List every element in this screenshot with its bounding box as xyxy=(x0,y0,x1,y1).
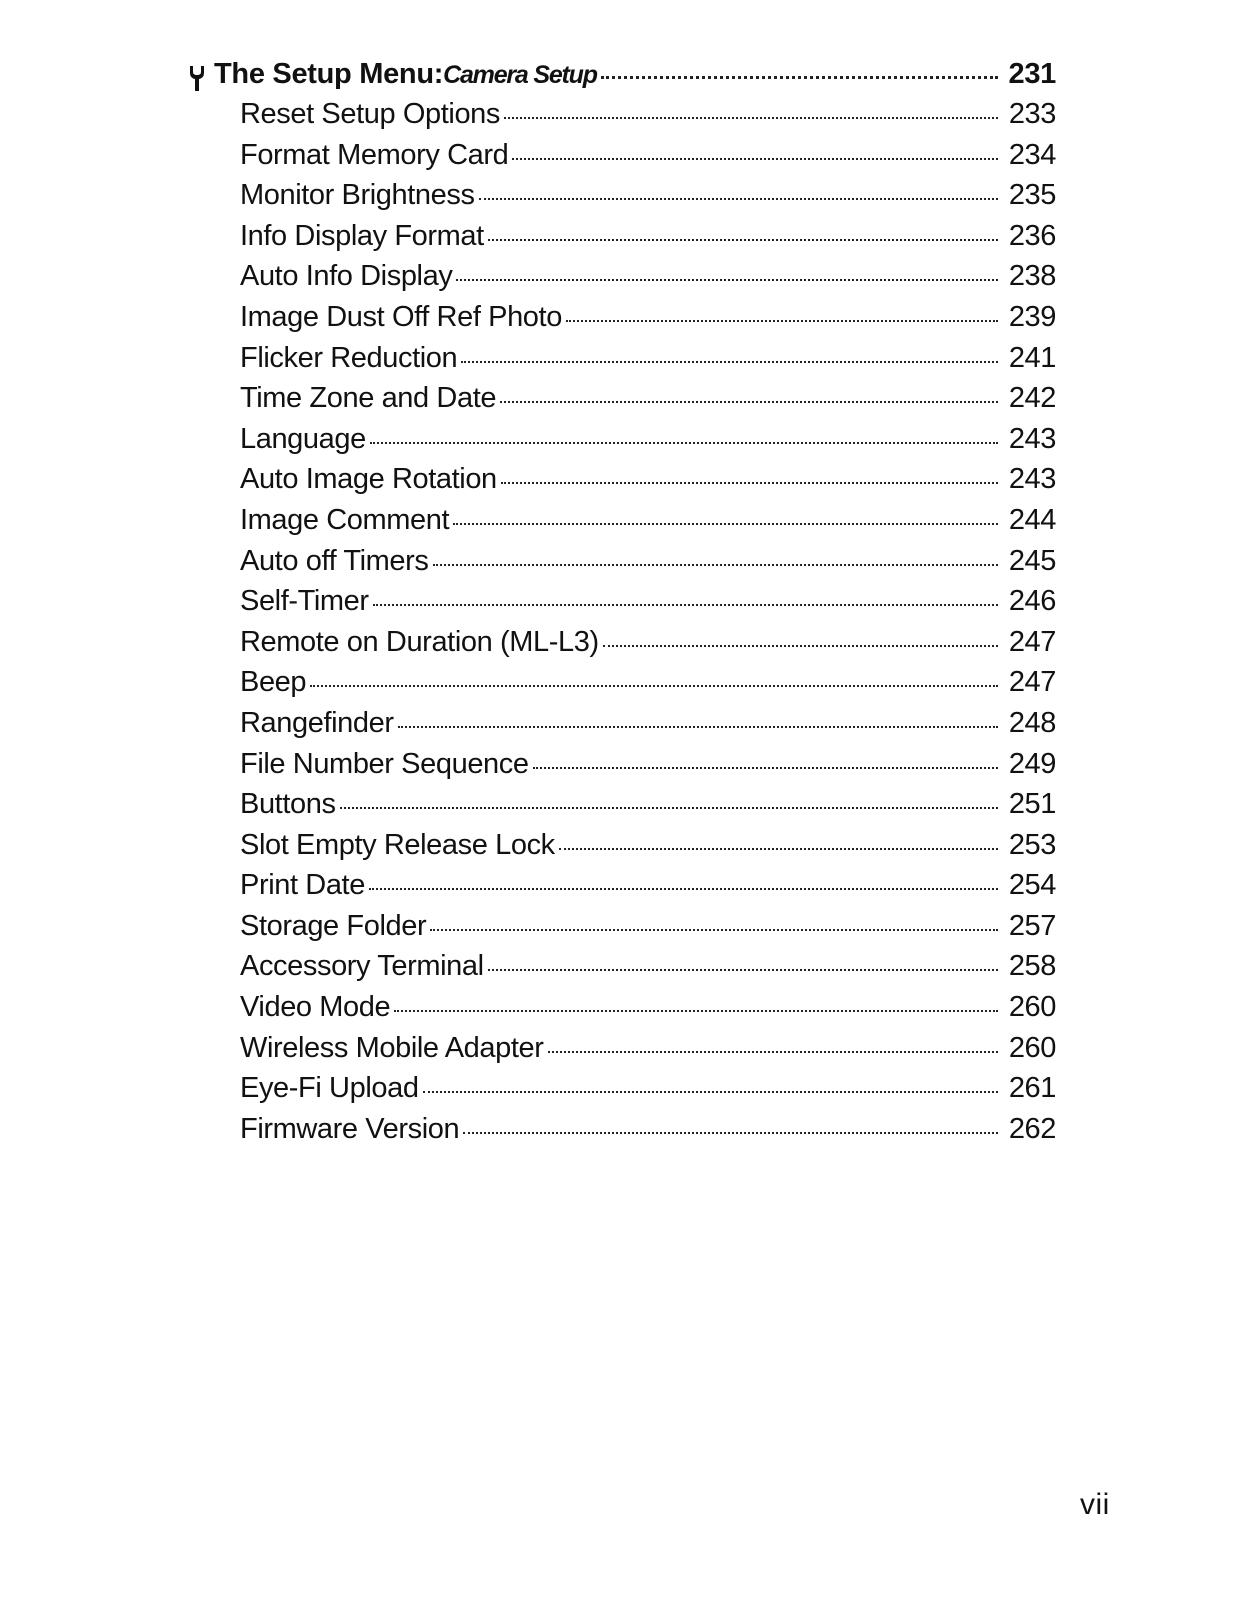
toc-entry-label: Time Zone and Date xyxy=(240,382,497,415)
toc-entry-page-number: 249 xyxy=(1008,747,1056,780)
leader-dots xyxy=(601,76,998,79)
leader-dots xyxy=(559,848,998,850)
toc-entry-page-number: 245 xyxy=(1008,544,1056,577)
leader-dots xyxy=(461,361,998,363)
toc-entry[interactable] xyxy=(240,666,1056,707)
leader-dots xyxy=(370,442,998,444)
leader-dots xyxy=(394,1010,998,1012)
leader-dots xyxy=(463,1132,998,1134)
toc-entry-label: Image Comment xyxy=(240,503,450,536)
leader-dots xyxy=(479,198,998,200)
leader-dots xyxy=(548,1051,999,1053)
toc-entry[interactable] xyxy=(240,179,1056,220)
toc-entry-label: Rangefinder xyxy=(240,706,394,739)
toc-entry-page-number: 235 xyxy=(1008,179,1056,212)
leader-dots xyxy=(512,158,998,160)
leader-dots xyxy=(310,685,998,687)
leader-dots xyxy=(533,767,998,769)
toc-entry[interactable] xyxy=(240,504,1056,545)
toc-entry[interactable] xyxy=(240,585,1056,626)
wrench-icon xyxy=(188,64,206,92)
leader-dots xyxy=(504,117,998,119)
toc-entry[interactable] xyxy=(240,1113,1056,1154)
section-title: The Setup Menu: xyxy=(214,58,444,90)
toc-entry-label: Storage Folder xyxy=(240,909,427,942)
toc-entry-label: Accessory Terminal xyxy=(240,950,484,983)
toc-entry-label: Auto off Timers xyxy=(240,544,429,577)
toc-entry-page-number: 247 xyxy=(1008,666,1056,699)
toc-entry-page-number: 247 xyxy=(1008,625,1056,658)
toc-entry-page-number: 257 xyxy=(1008,909,1056,942)
toc-entry-label: Remote on Duration (ML-L3) xyxy=(240,625,599,658)
leader-dots xyxy=(423,1091,998,1093)
toc-entry-label: Firmware Version xyxy=(240,1112,460,1145)
toc-entry-page-number: 242 xyxy=(1008,382,1056,415)
toc-entry-label: Format Memory Card xyxy=(240,138,509,171)
toc-entry[interactable] xyxy=(240,463,1056,504)
toc-entry-label: Beep xyxy=(240,666,307,699)
section-subtitle: Camera Setup xyxy=(443,61,597,89)
leader-dots xyxy=(369,888,998,890)
toc-entry-page-number: 261 xyxy=(1008,1072,1056,1105)
toc-entry[interactable] xyxy=(240,139,1056,180)
toc-entry[interactable] xyxy=(240,950,1056,991)
toc-entry-label: Buttons xyxy=(240,788,336,821)
toc-entry-page-number: 260 xyxy=(1008,1031,1056,1064)
toc-entry-page-number: 243 xyxy=(1008,463,1056,496)
toc-entry[interactable] xyxy=(240,991,1056,1032)
toc-entry-label: Self-Timer xyxy=(240,585,369,618)
toc-entry-label: Monitor Brightness xyxy=(240,179,475,212)
page-folio: vii xyxy=(1080,1488,1110,1521)
leader-dots xyxy=(566,320,998,322)
toc-entry-page-number: 239 xyxy=(1008,300,1056,333)
toc-entry[interactable] xyxy=(240,1032,1056,1073)
leader-dots xyxy=(398,726,998,728)
toc-entry-label: Auto Image Rotation xyxy=(240,463,497,496)
toc-entry-label: Wireless Mobile Adapter xyxy=(240,1031,544,1064)
toc-entry-page-number: 262 xyxy=(1008,1112,1056,1145)
toc-entry-list xyxy=(188,98,1056,1153)
toc-entry-page-number: 246 xyxy=(1008,585,1056,618)
toc-entry-page-number: 244 xyxy=(1008,503,1056,536)
toc-entry[interactable] xyxy=(240,1072,1056,1113)
toc-entry-page-number: 248 xyxy=(1008,706,1056,739)
toc-entry[interactable] xyxy=(240,788,1056,829)
toc-entry-label: File Number Sequence xyxy=(240,747,529,780)
toc-entry-label: Language xyxy=(240,422,366,455)
toc-entry-label: Flicker Reduction xyxy=(240,341,458,374)
leader-dots xyxy=(488,969,998,971)
leader-dots xyxy=(501,482,998,484)
toc-entry[interactable] xyxy=(240,829,1056,870)
toc-entry[interactable] xyxy=(240,869,1056,910)
toc-entry-page-number: 234 xyxy=(1008,138,1056,171)
toc-entry[interactable] xyxy=(240,260,1056,301)
toc-entry[interactable] xyxy=(240,423,1056,464)
toc-entry[interactable] xyxy=(240,626,1056,667)
toc-entry[interactable] xyxy=(240,98,1056,139)
toc-entry-label: Reset Setup Options xyxy=(240,98,500,130)
leader-dots xyxy=(500,401,998,403)
toc-entry-label: Slot Empty Release Lock xyxy=(240,828,555,861)
toc-entry[interactable] xyxy=(240,342,1056,383)
toc-entry-page-number: 243 xyxy=(1008,422,1056,455)
toc-entry-page-number: 233 xyxy=(1008,98,1056,130)
toc-entry-label: Video Mode xyxy=(240,991,391,1024)
leader-dots xyxy=(603,645,998,647)
leader-dots xyxy=(430,929,998,931)
leader-dots xyxy=(373,604,998,606)
toc-entry-page-number: 236 xyxy=(1008,219,1056,252)
toc-entry-label: Info Display Format xyxy=(240,219,484,252)
toc-entry-label: Image Dust Off Ref Photo xyxy=(240,300,562,333)
toc-entry[interactable] xyxy=(240,748,1056,789)
toc-entry[interactable] xyxy=(240,545,1056,586)
toc-entry-label: Auto Info Display xyxy=(240,260,453,293)
leader-dots xyxy=(453,523,998,525)
toc-entry-label: Print Date xyxy=(240,869,365,902)
toc-entry-label: Eye-Fi Upload xyxy=(240,1072,419,1105)
toc-entry[interactable] xyxy=(240,301,1056,342)
leader-dots xyxy=(433,564,999,566)
toc-entry-page-number: 238 xyxy=(1008,260,1056,293)
toc-entry[interactable] xyxy=(240,220,1056,261)
toc-section-heading[interactable] xyxy=(188,58,1056,98)
toc-entry-page-number: 251 xyxy=(1008,788,1056,821)
table-of-contents xyxy=(188,58,1056,1153)
leader-dots xyxy=(456,279,998,281)
leader-dots xyxy=(488,239,998,241)
toc-entry-page-number: 254 xyxy=(1008,869,1056,902)
toc-entry[interactable] xyxy=(240,910,1056,951)
leader-dots xyxy=(340,807,998,809)
toc-entry-page-number: 258 xyxy=(1008,950,1056,983)
toc-entry-page-number: 241 xyxy=(1008,341,1056,374)
section-page-number: 231 xyxy=(1008,58,1056,90)
toc-entry[interactable] xyxy=(240,707,1056,748)
toc-entry-page-number: 260 xyxy=(1008,991,1056,1024)
toc-entry[interactable] xyxy=(240,382,1056,423)
toc-entry-page-number: 253 xyxy=(1008,828,1056,861)
